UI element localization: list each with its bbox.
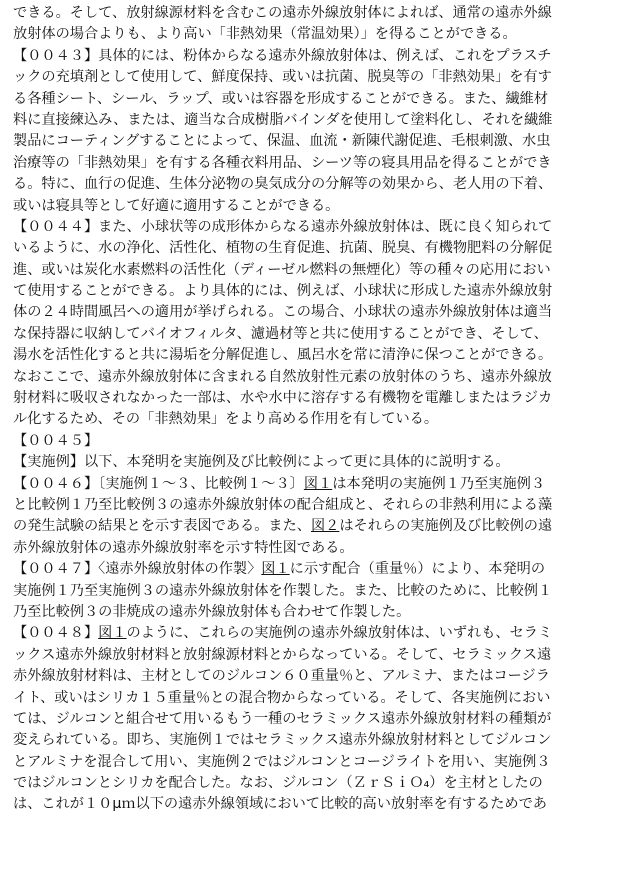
figure-reference: 図１ <box>261 561 290 578</box>
text-line: 或いは寝具等として好適に適用することができる。 <box>13 197 340 214</box>
paragraph-0048-start: 【００４８】図１のように、これらの実施例の遠赤外線放射体は、いずれも、セラミ <box>13 625 553 642</box>
figure-reference: 図１ <box>303 475 333 492</box>
paragraph-0046-start: 【００４６】〔実施例１～３、比較例１～３〕図１は本発明の実施例１乃至実施例３ <box>13 475 546 492</box>
text-line: と比較例１乃至比較例３の遠赤外線放射体の配合組成と、それらの非熱利用による藻 <box>13 496 553 513</box>
text-line: とアルミナを混合して用い、実施例２ではジルコンとコージライトを用い、実施例３ <box>13 753 551 770</box>
text-line: 実施例１乃至実施例３の遠赤外線放射体を作製した。また、比較のために、比較例１ <box>13 582 553 599</box>
paragraph-0047-start: 【００４７】〈遠赤外線放射体の作製〉図１に示す配合（重量％）により、本発明の <box>13 561 546 578</box>
text-line: の発生試験の結果とを示す表図である。また、図２はそれらの実施例及び比較例の遠 <box>13 518 553 535</box>
text-line: ックの充填剤として使用して、鮮度保持、或いは抗菌、脱臭等の「非熱効果」を有す <box>13 69 552 86</box>
text-line: 治療等の「非熱効果」を有する各種衣料用品、シーツ等の寝具用品を得ることができ <box>13 154 552 171</box>
text-line: 放射体の場合よりも、より高い「非熱効果（常温効果）」を得ることができる。 <box>13 26 517 43</box>
text-line: できる。そして、放射線源材料を含むこの遠赤外線放射体によれば、通常の遠赤外線 <box>13 5 552 21</box>
text-line: いるように、水の浄化、活性化、植物の生育促進、抗菌、脱臭、有機物肥料の分解促 <box>13 240 553 257</box>
text-line: ル化するため、その「非熱効果」をより高める作用を有している。 <box>13 411 439 428</box>
paragraph-0045-heading: 【００４５】 <box>13 432 99 449</box>
text-line: て使用することができる。より具体的には、例えば、小球状に形成した遠赤外線放射 <box>13 283 553 300</box>
text-line: る各種シート、シール、ラップ、或いは容器を形成することができる。また、繊維材 <box>13 90 549 107</box>
text-line: 赤外線放射体の遠赤外線放射率を示す特性図である。 <box>13 539 354 556</box>
text-line: 料に直接練込み、または、適当な合成樹脂バインダを使用して塗料化し、それを繊維 <box>13 111 553 128</box>
text-line: 乃至比較例３の非焼成の遠赤外線放射体も合わせて作製した。 <box>13 603 411 620</box>
text-line: イト、或いはシリカ１５重量％との混合物からなっている。そして、各実施例におい <box>13 689 551 706</box>
paragraph-0043-start: 【００４３】具体的には、粉体からなる遠赤外線放射体は、例えば、これをプラスチ <box>13 47 552 64</box>
figure-reference: 図２ <box>310 518 340 535</box>
examples-heading: 【実施例】以下、本発明を実施例及び比較例によって更に具体的に説明する。 <box>13 454 510 471</box>
text-line: 体の２４時間風呂への適用が挙げられる。この場合、小球状の遠赤外線放射体は適当 <box>13 304 553 321</box>
text-line: 射材料に吸収されなかった一部は、水や水中に溶存する有機物を電離しまたはラジカ <box>13 390 553 407</box>
paragraph-0044-start: 【００４４】また、小球状等の成形体からなる遠赤外線放射体は、既に良く知られて <box>13 218 553 235</box>
text-line: 湯水を活性化すると共に湯垢を分解促進し、風呂水を常に清浄に保つことができる。 <box>13 347 553 364</box>
text-line: は、これが１０μｍ以下の遠赤外線領域において比較的高い放射率を有するためであ <box>13 796 547 813</box>
text-line: なおここで、遠赤外線放射体に含まれる自然放射性元素の放射体のうち、遠赤外線放 <box>13 368 552 385</box>
text-line: 変えられている。即ち、実施例１ではセラミックス遠赤外線放射材料としてジルコン <box>13 732 552 749</box>
figure-reference: 図１ <box>98 625 127 642</box>
text-line: 赤外線放射材料は、主材としてのジルコン６０重量％と、アルミナ、またはコージラ <box>13 668 550 685</box>
text-line: な保持器に収納してバイオフィルタ、濾過材等と共に使用することができ、そして、 <box>13 325 548 342</box>
text-line: ではジルコンとシリカを配合した。なお、ジルコン（ＺｒＳｉＯ₄）を主材としたの <box>13 775 543 792</box>
text-line: 製品にコーティングすることによって、保温、血流・新陳代謝促進、毛根刺激、水虫 <box>13 133 551 150</box>
text-line: 進、或いは炭化水素燃料の活性化（ディーゼル燃料の無煙化）等の種々の応用におい <box>13 261 551 278</box>
text-line: る。特に、血行の促進、生体分泌物の臭気成分の分解等の効果から、老人用の下着、 <box>13 176 553 193</box>
text-line: ックス遠赤外線放射材料と放射線源材料とからなっている。そして、セラミックス遠 <box>13 646 552 663</box>
text-line: ては、ジルコンと組合せて用いるもう一種のセラミックス遠赤外線放射材料の種類が <box>13 710 552 727</box>
